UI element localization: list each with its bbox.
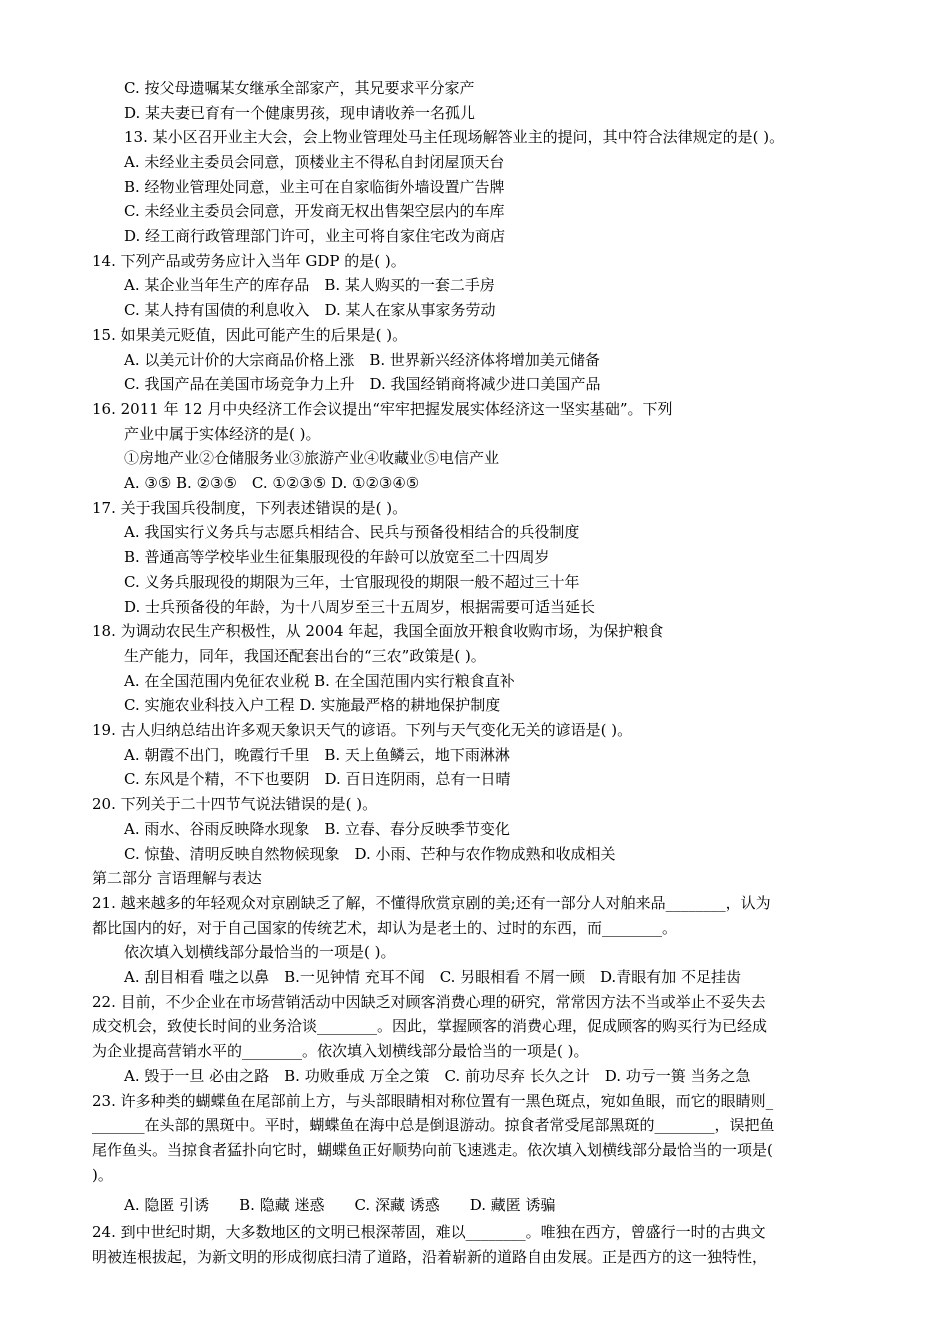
text-line: 依次填入划横线部分最恰当的一项是( )。 xyxy=(124,943,396,961)
section-heading: 第二部分 言语理解与表达 xyxy=(92,869,262,887)
text-line: 生产能力，同年，我国还配套出台的“三农”政策是( )。 xyxy=(124,647,486,665)
text-line: 15. 如果美元贬值，因此可能产生的后果是( )。 xyxy=(92,326,408,344)
text-line: 13. 某小区召开业主大会，会上物业管理处马主任现场解答业主的提问，其中符合法律规定的是( )。 xyxy=(124,128,785,146)
text-line: A. 朝霞不出门，晚霞行千里 B. 天上鱼鳞云，地下雨淋淋 xyxy=(124,746,510,764)
text-line: 16. 2011 年 12 月中央经济工作会议提出“牢牢把握发展实体经济这一坚实基础”。下列 xyxy=(92,400,673,418)
text-line: 24. 到中世纪时期，大多数地区的文明已根深蒂固，难以________。唯独在西方，曾盛行一时的古典文 xyxy=(92,1223,766,1241)
text-line: C. 按父母遗嘱某女继承全部家产，其兄要求平分家产 xyxy=(124,79,475,97)
text-line: 都比国内的好，对于自己国家的传统艺术，却认为是老土的、过时的东西，而________。 xyxy=(92,919,678,937)
text-line: )。 xyxy=(92,1166,113,1184)
text-line: 21. 越来越多的年轻观众对京剧缺乏了解，不懂得欣赏京剧的美;还有一部分人对舶来品________，认为 xyxy=(92,894,771,912)
text-line: C. 义务兵服现役的期限为三年，士官服现役的期限一般不超过三十年 xyxy=(124,573,580,591)
text-line: 23. 许多种类的蝴蝶鱼在尾部前上方，与头部眼睛相对称位置有一黑色斑点，宛如鱼眼，而它的眼睛则_ xyxy=(92,1092,774,1110)
text-line: D. 经工商行政管理部门许可，业主可将自家住宅改为商店 xyxy=(124,227,506,245)
text-line: A. 刮目相看 嗤之以鼻 B.一见钟情 充耳不闻 C. 另眼相看 不屑一顾 D.青眼有加 不足挂齿 xyxy=(124,968,741,986)
text-line: C. 惊蛰、清明反映自然物候现象 D. 小雨、芒种与农作物成熟和收成相关 xyxy=(124,845,616,863)
text-line: 产业中属于实体经济的是( )。 xyxy=(124,425,321,443)
text-line: 明被连根拔起，为新文明的形成彻底扫清了道路，沿着崭新的道路自由发展。正是西方的这一独特性， xyxy=(92,1248,768,1266)
text-line: 为企业提高营销水平的________。依次填入划横线部分最恰当的一项是( )。 xyxy=(92,1042,589,1060)
text-line: 22. 目前，不少企业在市场营销活动中因缺乏对顾客消费心理的研究，常常因方法不当或举止不妥失去 xyxy=(92,993,766,1011)
text-line: B. 经物业管理处同意，业主可在自家临街外墙设置广告牌 xyxy=(124,178,505,196)
text-line: A. 以美元计价的大宗商品价格上涨 B. 世界新兴经济体将增加美元储备 xyxy=(124,351,600,369)
text-line: 成交机会，致使长时间的业务洽谈________。因此，掌握顾客的消费心理，促成顾客的购买行为已经成 xyxy=(92,1017,768,1035)
text-line: 19. 古人归纳总结出许多观天象识天气的谚语。下列与天气变化无关的谚语是( )。 xyxy=(92,721,633,739)
text-line: 20. 下列关于二十四节气说法错误的是( )。 xyxy=(92,795,378,813)
text-line: 18. 为调动农民生产积极性，从 2004 年起，我国全面放开粮食收购市场，为保护粮食 xyxy=(92,622,664,640)
text-line: A. 隐匿 引诱 B. 隐藏 迷惑 C. 深藏 诱惑 D. 藏匿 诱骗 xyxy=(124,1196,556,1214)
text-line: B. 普通高等学校毕业生征集服现役的年龄可以放宽至二十四周岁 xyxy=(124,548,550,566)
text-line: 14. 下列产品或劳务应计入当年 GDP 的是( )。 xyxy=(92,252,406,270)
text-line: 尾作鱼头。当掠食者猛扑向它时，蝴蝶鱼正好顺势向前飞速逃走。依次填入划横线部分最恰当的一项是( xyxy=(92,1141,773,1159)
text-line: C. 某人持有国债的利息收入 D. 某人在家从事家务劳动 xyxy=(124,301,496,319)
text-line: C. 我国产品在美国市场竞争力上升 D. 我国经销商将减少进口美国产品 xyxy=(124,375,601,393)
text-line: 17. 关于我国兵役制度，下列表述错误的是( )。 xyxy=(92,499,408,517)
text-line: A. 某企业当年生产的库存品 B. 某人购买的一套二手房 xyxy=(124,276,495,294)
text-line: A. 未经业主委员会同意，顶楼业主不得私自封闭屋顶天台 xyxy=(124,153,505,171)
text-line: _______在头部的黑斑中。平时，蝴蝶鱼在海中总是倒退游动。掠食者常受尾部黑斑的________，误把鱼 xyxy=(92,1116,775,1134)
text-line: C. 未经业主委员会同意，开发商无权出售架空层内的车库 xyxy=(124,202,505,220)
text-line: A. ③⑤ B. ②③⑤ C. ①②③⑤ D. ①②③④⑤ xyxy=(124,474,420,492)
text-line: D. 士兵预备役的年龄，为十八周岁至三十五周岁，根据需要可适当延长 xyxy=(124,598,596,616)
text-line: A. 雨水、谷雨反映降水现象 B. 立春、春分反映季节变化 xyxy=(124,820,510,838)
text-line: C. 实施农业科技入户工程 D. 实施最严格的耕地保护制度 xyxy=(124,696,501,714)
text-line: ①房地产业②仓储服务业③旅游产业④收藏业⑤电信产业 xyxy=(124,449,500,467)
text-line: A. 毁于一旦 必由之路 B. 功败垂成 万全之策 C. 前功尽弃 长久之计 D. 功亏一篑 当务之急 xyxy=(124,1067,751,1085)
text-line: C. 东风是个精，不下也要阴 D. 百日连阴雨，总有一日晴 xyxy=(124,770,511,788)
text-line: A. 在全国范围内免征农业税 B. 在全国范围内实行粮食直补 xyxy=(124,672,515,690)
text-line: D. 某夫妻已育有一个健康男孩，现申请收养一名孤儿 xyxy=(124,104,476,122)
text-line: A. 我国实行义务兵与志愿兵相结合、民兵与预备役相结合的兵役制度 xyxy=(124,523,580,541)
